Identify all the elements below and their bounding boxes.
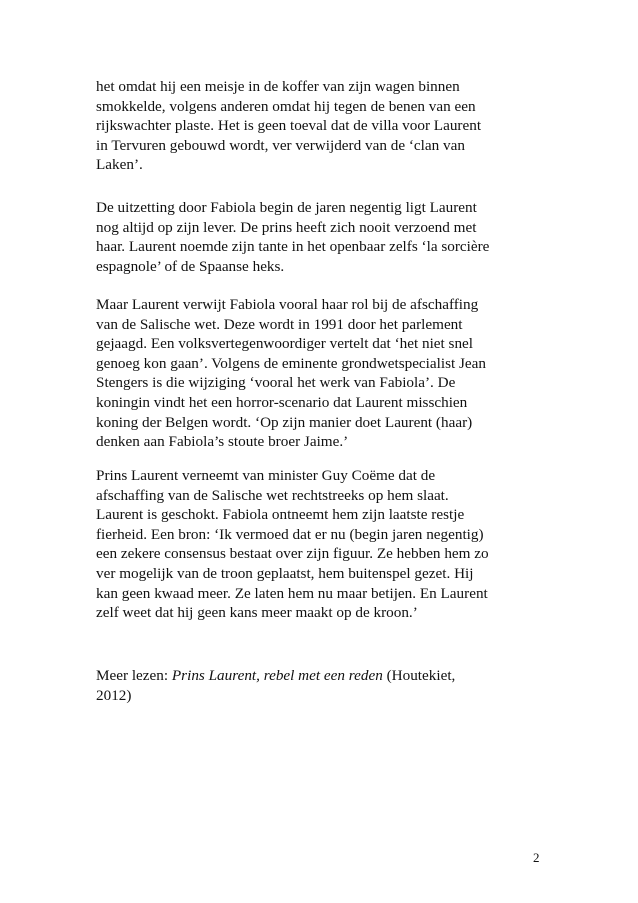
text-line: smokkelde, volgens anderen omdat hij tegen de benen van een: [96, 97, 476, 115]
text-line: ver mogelijk van de troon geplaatst, hem buitenspel gezet. Hij: [96, 564, 474, 582]
text-line: gejaagd. Een volksvertegenwoordiger vertelt dat ‘het niet snel: [96, 335, 474, 353]
further-reading-prefix: Meer lezen:: [96, 667, 172, 684]
text-line: De uitzetting door Fabiola begin de jaren negentig ligt Laurent: [96, 199, 477, 216]
publisher-info: (Houtekiet,: [382, 667, 456, 684]
paragraph-4: [96, 466, 556, 623]
text-line: Laken’.: [96, 156, 143, 174]
text-line: genoeg kon gaan’. Volgens de eminente grondwetspecialist Jean: [96, 354, 486, 372]
text-line: espagnole’ of de Spaanse heks.: [96, 257, 285, 275]
text-line: Laurent is geschokt. Fabiola ontneemt hem zijn laatste restje: [96, 506, 465, 524]
text-line: het omdat hij een meisje in de koffer van zijn wagen binnen: [96, 78, 460, 95]
text-line: van de Salische wet. Deze wordt in 1991 door het parlement: [96, 315, 463, 333]
text-line: een zekere consensus bestaat over zijn figuur. Ze hebben hem zo: [96, 545, 489, 563]
text-line: haar. Laurent noemde zijn tante in het openbaar zelfs ‘la sorcière: [96, 238, 490, 256]
text-line: Maar Laurent verwijt Fabiola vooral haar rol bij de afschaffing: [96, 296, 479, 313]
text-line: zelf weet dat hij geen kans meer maakt op de kroon.’: [96, 604, 418, 622]
book-title: Prins Laurent, rebel met een reden: [171, 667, 383, 684]
text-line: nog altijd op zijn lever. De prins heeft zich nooit verzoend met: [96, 218, 477, 236]
further-reading-line-2: 2012): [96, 686, 132, 704]
text-line: kan geen kwaad meer. Ze laten hem nu maar betijen. En Laurent: [96, 584, 488, 602]
text-line: in Tervuren gebouwd wordt, ver verwijderd van de ‘clan van: [96, 136, 465, 154]
further-reading: [96, 666, 556, 705]
text-line: koning der Belgen wordt. ‘Op zijn manier doet Laurent (haar): [96, 413, 473, 431]
text-line: koningin vindt het een horror-scenario dat Laurent misschien: [96, 393, 468, 411]
page-number: 2: [533, 850, 540, 865]
text-line: denken aan Fabiola’s stoute broer Jaime.’: [96, 433, 349, 451]
text-line: Prins Laurent verneemt van minister Guy Coëme dat de: [96, 467, 436, 484]
paragraph-3: [96, 295, 556, 452]
paragraph-2: [96, 198, 556, 276]
text-line: fierheid. Een bron: ‘Ik vermoed dat er nu (begin jaren negentig): [96, 525, 484, 543]
text-line: afschaffing van de Salische wet rechtstreeks op hem slaat.: [96, 486, 449, 504]
further-reading-line-1: [96, 666, 556, 686]
paragraph-1: [96, 77, 556, 175]
text-line: rijkswachter plaste. Het is geen toeval dat de villa voor Laurent: [96, 117, 482, 135]
text-line: Stengers is die wijziging ‘vooral het werk van Fabiola’. De: [96, 374, 456, 392]
